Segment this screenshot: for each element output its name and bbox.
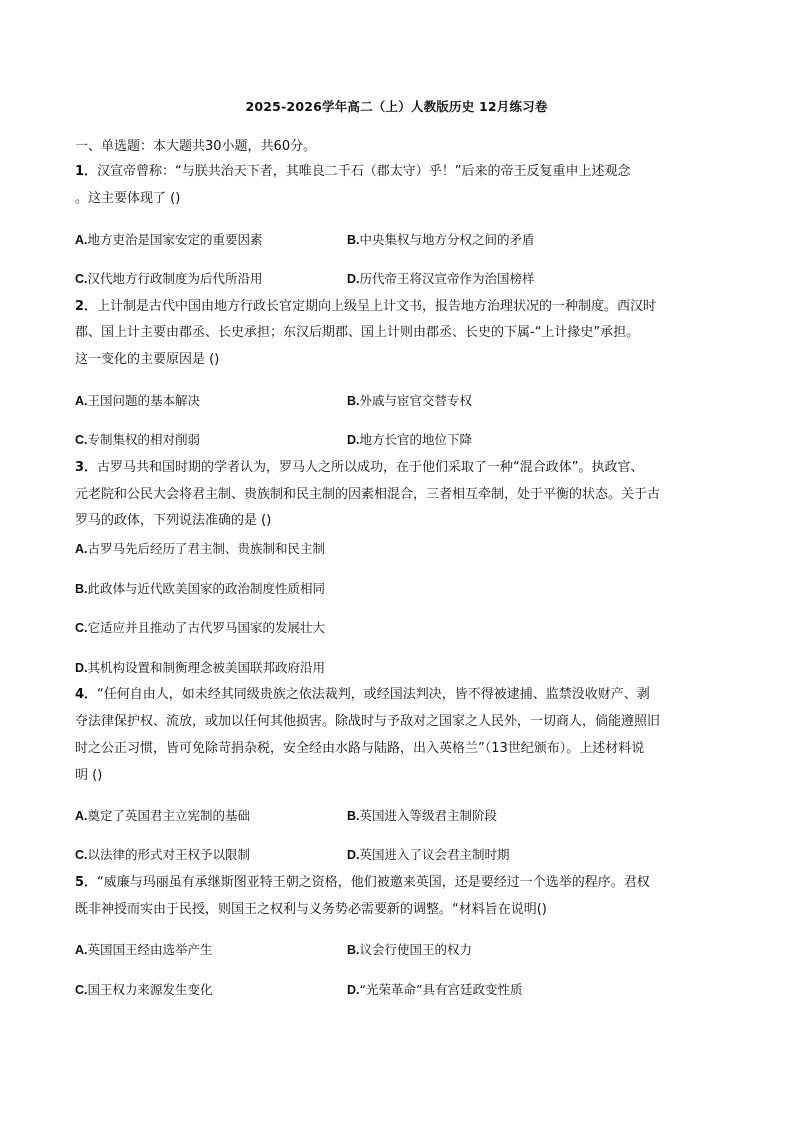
question-4-line-2: 夺法律保护权、流放，或加以任何其他损害。除战时与予敌对之国家之人民外，一切商人，倘能遵照旧	[75, 714, 661, 729]
page-title: 2025-2026学年高二（上）人教版历史 12月练习卷	[245, 99, 548, 114]
question-2-line-2: 郡、国上计主要由郡丞、长史承担；东汉后期郡、国上计则由郡丞、长史的下属-“上计掾史”承担。	[75, 325, 640, 340]
question-4-line-4: 明 ()	[75, 768, 103, 783]
question-text: 古罗马共和国时期的学者认为，罗马人之所以成功，在于他们采取了一种“混合政体”。执政官、	[97, 460, 644, 475]
option-3b: B.此政体与近代欧美国家的政治制度性质相同	[75, 581, 326, 596]
question-number: 3．	[75, 460, 98, 475]
option-3a: A.古罗马先后经历了君主制、贵族制和民主制	[75, 541, 326, 556]
question-4-line-3: 时之公正习惯，皆可免除苛捐杂税，安全经由水路与陆路，出入英格兰”（13世纪颁布）。上述材料说	[75, 741, 645, 756]
option-4b: B.英国进入等级君主制阶段	[347, 808, 498, 823]
option-2c: C.专制集权的相对削弱	[75, 432, 201, 447]
section-heading: 一、单选题：本大题共30小题，共60分。	[75, 139, 317, 154]
question-5-line-2: 既非神授而实由于民授，则国王之权利与义务势必需要新的调整。“材料旨在说明()	[75, 902, 547, 917]
question-text: 上计制是古代中国由地方行政长官定期向上级呈上计文书，报告地方治理状况的一种制度。西汉时	[97, 299, 657, 314]
question-3-line-2: 元老院和公民大会将君主制、贵族制和民主制的因素相混合，三者相互牵制，处于平衡的状态。关于古	[75, 487, 661, 502]
question-3-line-3: 罗马的政体，下列说法准确的是 ()	[75, 513, 272, 528]
option-1a: A.地方吏治是国家安定的重要因素	[75, 232, 263, 247]
option-3d: D.其机构设置和制衡理念被美国联邦政府沿用	[75, 660, 326, 675]
question-text: “任何自由人，如未经其同级贵族之依法裁判，或经国法判决，皆不得被逮捕、监禁没收财产、剥	[97, 687, 650, 702]
question-1-line-1	[75, 163, 715, 181]
option-3c: C.它适应并且推动了古代罗马国家的发展壮大	[75, 620, 326, 635]
option-2b: B.外戚与宦官交替专权	[347, 393, 473, 408]
option-5a: A.英国国王经由选举产生	[75, 942, 213, 957]
option-4a: A.奠定了英国君主立宪制的基础	[75, 808, 251, 823]
option-1b: B.中央集权与地方分权之间的矛盾	[347, 232, 535, 247]
question-3-line-1	[75, 459, 715, 477]
question-text: 汉宣帝曾称：“与朕共治天下者，其唯良二千石（郡太守）乎！”后来的帝王反复重申上述观念	[97, 164, 631, 179]
question-number: 2．	[75, 299, 98, 314]
option-1c: C.汉代地方行政制度为后代所沿用	[75, 271, 263, 286]
option-1d: D.历代帝王将汉宣帝作为治国榜样	[347, 271, 535, 286]
question-2-line-1	[75, 298, 715, 316]
option-5b: B.议会行使国王的权力	[347, 942, 473, 957]
question-2-line-3: 这一变化的主要原因是 ()	[75, 352, 220, 367]
option-4c: C.以法律的形式对王权予以限制	[75, 847, 251, 862]
option-5c: C.国王权力来源发生变化	[75, 982, 213, 997]
option-4d: D.英国进入了议会君主制时期	[347, 847, 510, 862]
question-5-line-1	[75, 874, 715, 892]
question-text: “威廉与玛丽虽有承继斯图亚特王朝之资格，他们被邀来英国，还是要经过一个选举的程序。君权	[97, 875, 650, 890]
question-1-line-2: 。这主要体现了 ()	[75, 191, 181, 206]
option-2a: A.王国问题的基本解决	[75, 393, 201, 408]
option-5d: D.“光荣革命”具有宫廷政变性质	[347, 982, 523, 997]
question-number: 1．	[75, 164, 98, 179]
question-number: 4．	[75, 687, 98, 702]
question-number: 5．	[75, 875, 98, 890]
option-2d: D.地方长官的地位下降	[347, 432, 473, 447]
question-4-line-1	[75, 686, 715, 704]
